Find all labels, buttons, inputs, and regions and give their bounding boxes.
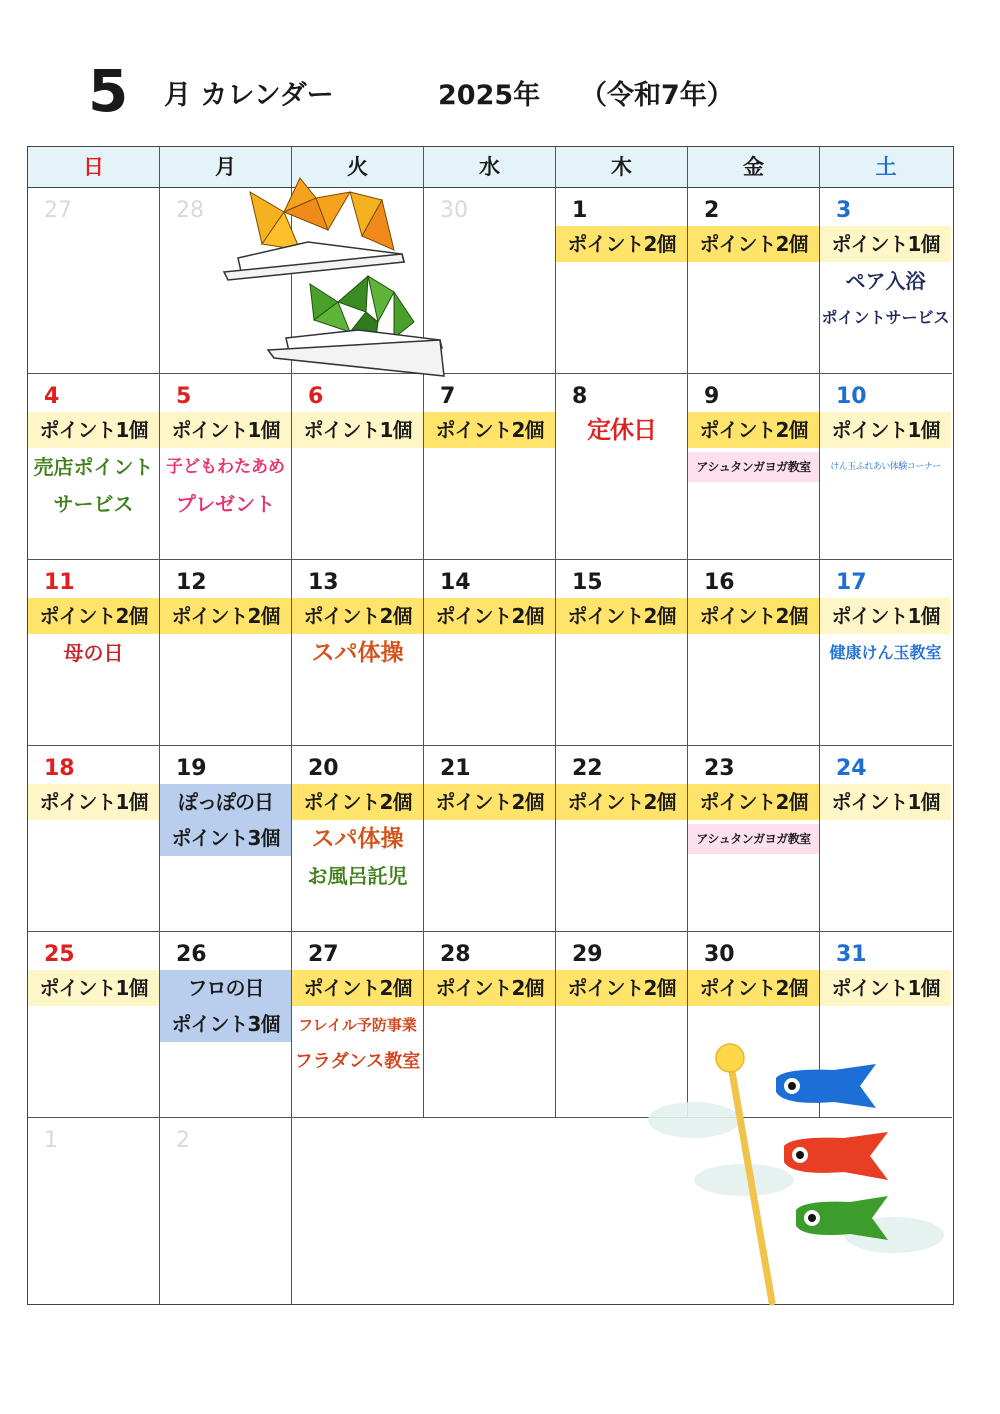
day-cell — [292, 374, 424, 560]
point-band: ポイント1個 — [820, 970, 951, 1006]
year-label: 2025年 — [438, 80, 541, 111]
day-number: 18 — [44, 756, 75, 781]
day-cell — [424, 746, 556, 932]
kabuto-helmet-icon — [218, 172, 450, 380]
point-band: ポイント1個 — [820, 598, 951, 634]
day-cell — [292, 746, 424, 932]
weekday-tue: 火 — [292, 147, 424, 187]
day-number: 7 — [440, 384, 456, 409]
point-band: ポイント1個 — [820, 784, 951, 820]
day-cell — [820, 374, 952, 560]
day-number: 11 — [44, 570, 75, 595]
day-cell — [28, 188, 160, 374]
day-cell — [688, 188, 820, 374]
day-number: 13 — [308, 570, 339, 595]
day-number: 16 — [704, 570, 735, 595]
day-cell — [160, 560, 292, 746]
koinobori-carp-streamer-icon — [644, 1040, 944, 1310]
day-number: 17 — [836, 570, 867, 595]
point-band: ポイント2個 — [424, 412, 555, 448]
closed-day-label: 定休日 — [587, 416, 656, 444]
day-cell — [424, 932, 556, 1118]
day-number: 1 — [44, 1128, 58, 1153]
day-number: 28 — [176, 198, 204, 223]
day-cell — [28, 560, 160, 746]
special-day-band: ぽっぽの日 — [160, 784, 291, 820]
day-cell — [556, 374, 688, 560]
day-number: 28 — [440, 942, 471, 967]
calendar-header — [0, 0, 1000, 140]
event-label: 母の日 — [63, 641, 124, 665]
day-number: 15 — [572, 570, 603, 595]
day-cell — [556, 746, 688, 932]
day-cell — [424, 374, 556, 560]
day-cell — [688, 374, 820, 560]
event-label: 子どもわたあめ — [166, 457, 285, 477]
day-number: 20 — [308, 756, 339, 781]
day-number: 10 — [836, 384, 867, 409]
day-cell — [28, 374, 160, 560]
event-label: プレゼント — [175, 492, 276, 516]
era-label: （令和7年） — [580, 80, 734, 111]
day-number: 27 — [44, 198, 72, 223]
weekday-mon: 月 — [160, 147, 292, 187]
event-label: ペア入浴 — [845, 269, 926, 293]
day-number: 1 — [572, 198, 588, 223]
event-label: 売店ポイント — [33, 455, 154, 479]
day-cell — [556, 560, 688, 746]
point-band: ポイント1個 — [160, 412, 291, 448]
day-number: 27 — [308, 942, 339, 967]
day-number: 6 — [308, 384, 324, 409]
day-number: 24 — [836, 756, 867, 781]
day-number: 2 — [176, 1128, 190, 1153]
weekday-thu: 木 — [556, 147, 688, 187]
point-band: ポイント2個 — [424, 970, 555, 1006]
point-band: ポイント2個 — [556, 970, 687, 1006]
point-band: ポイント3個 — [160, 820, 291, 856]
day-number: 19 — [176, 756, 207, 781]
month-number: 5 — [88, 57, 129, 125]
day-number: 2 — [704, 198, 720, 223]
day-cell — [292, 932, 424, 1118]
point-band: ポイント2個 — [688, 970, 819, 1006]
event-label: 健康けん玉教室 — [829, 643, 942, 662]
point-band: ポイント2個 — [160, 598, 291, 634]
point-band: ポイント2個 — [556, 598, 687, 634]
day-cell — [688, 560, 820, 746]
day-cell — [820, 560, 952, 746]
event-label: スパ体操 — [311, 826, 404, 852]
day-number: 14 — [440, 570, 471, 595]
weekday-sat: 土 — [875, 155, 897, 179]
day-cell — [160, 932, 292, 1118]
weekday-header-row — [28, 147, 953, 188]
point-band: ポイント2個 — [28, 598, 159, 634]
point-band: ポイント2個 — [556, 226, 687, 262]
day-cell — [28, 1118, 160, 1304]
day-number: 31 — [836, 942, 867, 967]
day-cell — [820, 746, 952, 932]
day-cell — [28, 932, 160, 1118]
point-band: ポイント3個 — [160, 1006, 291, 1042]
day-number: 3 — [836, 198, 852, 223]
point-band: ポイント1個 — [28, 412, 159, 448]
day-number: 21 — [440, 756, 471, 781]
day-cell — [28, 746, 160, 932]
weekday-fri: 金 — [688, 147, 820, 187]
day-number: 30 — [704, 942, 735, 967]
point-band: ポイント2個 — [424, 598, 555, 634]
event-label: けん玉ふれあい体験コーナー — [830, 462, 941, 472]
weekday-wed: 水 — [424, 147, 556, 187]
day-cell — [424, 560, 556, 746]
day-number: 30 — [440, 198, 468, 223]
calendar-label: 月 カレンダー — [164, 80, 334, 111]
point-band: ポイント2個 — [292, 598, 423, 634]
event-label: フレイル予防事業 — [298, 1016, 417, 1034]
point-band: ポイント2個 — [688, 598, 819, 634]
day-cell — [688, 746, 820, 932]
point-band: ポイント2個 — [292, 970, 423, 1006]
point-band: ポイント2個 — [688, 784, 819, 820]
day-number: 23 — [704, 756, 735, 781]
special-day-band: フロの日 — [160, 970, 291, 1006]
day-number: 5 — [176, 384, 192, 409]
day-cell — [160, 746, 292, 932]
event-label: ポイントサービス — [821, 308, 950, 327]
weekday-sun: 日 — [28, 147, 160, 187]
day-number: 22 — [572, 756, 603, 781]
day-number: 9 — [704, 384, 720, 409]
point-band: ポイント1個 — [820, 412, 951, 448]
day-cell — [160, 1118, 292, 1304]
point-band: ポイント2個 — [688, 412, 819, 448]
day-number: 8 — [572, 384, 588, 409]
day-cell — [556, 188, 688, 374]
point-band: ポイント2個 — [688, 226, 819, 262]
event-label: サービス — [53, 492, 134, 516]
point-band: ポイント2個 — [556, 784, 687, 820]
point-band: ポイント1個 — [28, 970, 159, 1006]
day-cell — [820, 188, 952, 374]
point-band: ポイント1個 — [28, 784, 159, 820]
day-cell — [292, 560, 424, 746]
point-band: ポイント2個 — [292, 784, 423, 820]
day-number: 12 — [176, 570, 207, 595]
day-number: 26 — [176, 942, 207, 967]
day-cell — [160, 374, 292, 560]
event-label: アシュタンガヨガ教室 — [688, 452, 819, 482]
point-band: ポイント1個 — [820, 226, 951, 262]
point-band: ポイント2個 — [424, 784, 555, 820]
day-number: 4 — [44, 384, 60, 409]
event-label: お風呂託児 — [307, 864, 408, 888]
event-label: フラダンス教室 — [294, 1051, 421, 1072]
event-label: スパ体操 — [311, 640, 404, 666]
day-number: 29 — [572, 942, 603, 967]
point-band: ポイント1個 — [292, 412, 423, 448]
event-label: アシュタンガヨガ教室 — [688, 824, 819, 854]
day-number: 25 — [44, 942, 75, 967]
